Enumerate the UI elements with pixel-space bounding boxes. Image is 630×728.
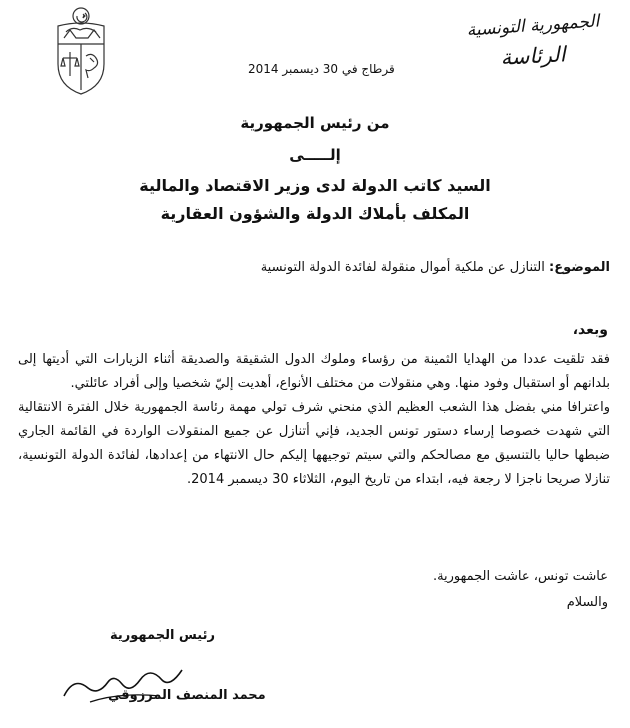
closing: [433, 564, 608, 616]
letterhead-presidency: الرئاسة: [499, 42, 567, 70]
signatory-name: محمد المنصف المرزوقي: [108, 688, 266, 703]
letter-date: قرطاج في 30 ديسمبر 2014: [248, 62, 395, 76]
recipient-line-1: السيد كاتب الدولة لدى وزير الاقتصاد والمالية: [139, 176, 491, 195]
recipient-line-2: المكلف بأملاك الدولة والشؤون العقارية: [160, 204, 470, 223]
body-paragraph-1: فقد تلقيت عددا من الهدايا الثمينة من رؤساء وملوك الدول الشقيقة والصديقة أثناء الزيارات التي أديتها إلى بلدانهم أو استقبال وفود منها. وهي منقولات من مختلف الأنواع، أهديت إليّ شخصيا وإلى أفراد عائلتي.: [18, 352, 610, 391]
letterhead: [458, 11, 608, 70]
closing-line-2: والسلام: [566, 595, 608, 610]
subject-text: التنازل عن ملكية أموال منقولة لفائدة الدولة التونسية: [260, 260, 545, 275]
sender-line: من رئيس الجمهورية: [240, 114, 390, 132]
letter-body: [18, 348, 610, 492]
closing-line-1: عاشت تونس، عاشت الجمهورية.: [432, 569, 608, 584]
coat-of-arms-emblem: [50, 4, 112, 96]
subject-line: [261, 260, 610, 275]
letterhead-republic: الجمهورية التونسية: [466, 11, 600, 41]
greeting: وبعد،: [572, 322, 608, 338]
body-paragraph-2: واعترافا مني بفضل هذا الشعب العظيم الذي منحني شرف تولي مهمة رئاسة الجمهورية خلال الفترة الانتقالية التي شهدت خصوصا إرساء دستور تونس الجديد، فإني أتنازل عن جميع المنقولات الواردة في القائمة الجاري ضبطها حاليا بالتنسيق مع مصالحكم والتي سيتم توجيهها إليكم حال الانتهاء من إعدادها، لفائدة الدولة التونسية، تنازلا صريحا ناجزا لا رجعة فيه، ابتداء من تاريخ اليوم، الثلاثاء 30 ديسمبر 2014.: [18, 400, 610, 487]
to-line: إلـــــى: [289, 146, 341, 164]
handwritten-signature: [60, 656, 200, 718]
subject-label: الموضوع:: [549, 260, 610, 275]
signatory-title: رئيس الجمهورية: [110, 628, 215, 643]
